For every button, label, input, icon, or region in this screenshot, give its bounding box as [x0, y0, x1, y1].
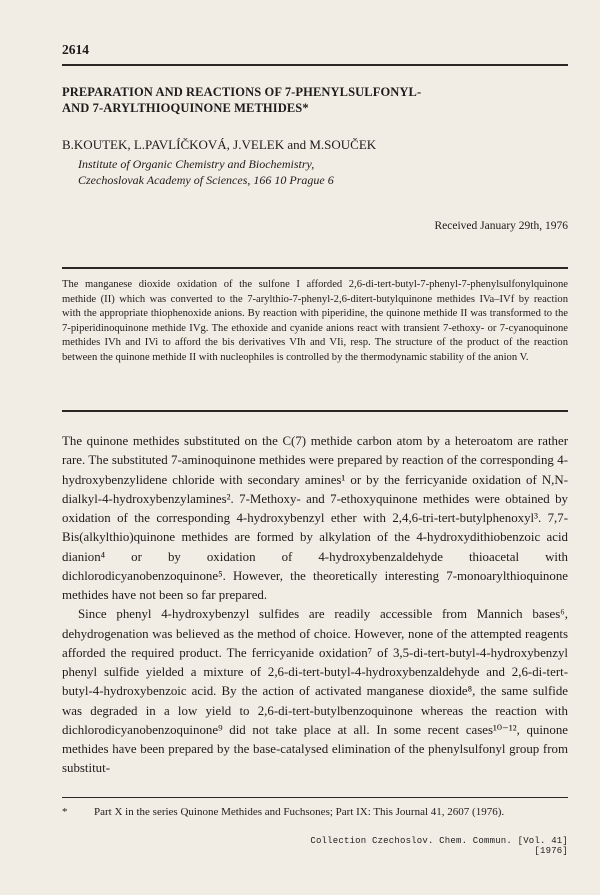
footnote-rule [62, 797, 568, 798]
footnote-text: Part X in the series Quinone Methides and Fuchsones; Part IX: This Journal 41, 2607 (1976). [94, 806, 505, 818]
body-paragraph: Since phenyl 4-hydroxybenzyl sulfides are readily accessible from Mannich bases⁶, dehydrogenation was believed as the method of choice. However, none of the attempted reagents afforded the required product. The ferricyanide oxidation⁷ of 3,5-di-tert-butyl-4-hydroxybenzyl phenyl sulfide yielded a mixture of 2,6-di-tert-butyl-4-hydroxybenzaldehyde and 2,6-di-tert-butyl-4-hydroxybenzoic acid. By the action of activated manganese dioxide⁸, the same sulfide was degraded in a low yield to 2,6-di-tert-butylbenzoquinone whereas the reaction with dichlorodicyanobenzoquinone⁹ did not take place at all. In some recent cases¹⁰⁻¹², quinone methides have been prepared by the base-catalysed elimination of the phenylsulfonyl group from substitut- [62, 607, 568, 776]
title-line: PREPARATION AND REACTIONS OF 7-PHENYLSULFONYL- [62, 85, 422, 99]
abstract-bottom-rule [62, 410, 568, 412]
affiliation-line: Czechoslovak Academy of Sciences, 166 10 Prague 6 [78, 173, 334, 187]
body-paragraph: The quinone methides substituted on the C(7) methide carbon atom by a heteroatom are rather rare. The substituted 7-aminoquinone methides were prepared by reaction of the corresponding 4-hydroxybenzylidene chloride with secondary amines¹ or by the ferricyanide oxidation of N,N-dialkyl-4-hydroxybenzylamines². 7-Methoxy- and 7-ethoxyquinone methides were obtained by oxidation of the corresponding 4-hydroxybenzyl ether with 2,4,6-tri-tert-butylphenoxyl³. 7,7-Bis(alkylthio)quinone methides are formed by alkylation of the 4-hydroxydithiobenzoic acid dianion⁴ or by oxidation of 4-hydroxybenzaldehyde thioacetal with dichlorodicyanobenzoquinone⁵. However, the theoretically interesting 7-monoarylthioquinone methides have not been so far prepared. [62, 434, 568, 602]
title-line: AND 7-ARYLTHIOQUINONE METHIDES* [62, 101, 309, 115]
footnote [62, 806, 568, 818]
affiliation-line: Institute of Organic Chemistry and Biochemistry, [78, 157, 315, 171]
abstract: The manganese dioxide oxidation of the sulfone I afforded 2,6-di-tert-butyl-7-phenyl-7-phenylsulfonylquinone methide (II) which was converted to the 7-arylthio-7-phenyl-2,6-ditert-butylquinone methides IVa–IVf by reaction with the appropriate thiophenoxide anions. By reaction with piperidine, the quinone methide II was transformed to the 7-piperidinoquinone methide IVg. The ethoxide and cyanide anions react with transient 7-ethoxy- or 7-cyanoquinone methides IVh and IVi to afford the bis derivatives VIh and VIi, resp. The structure of the product of the reaction between the quinone methide II with nucleophiles is controlled by the thermodynamic stability of the anion V. [62, 279, 568, 363]
affiliation [78, 156, 334, 188]
journal-citation: Collection Czechoslov. Chem. Commun. [Vol. 41] [1976] [310, 836, 568, 856]
footnote-mark: * [62, 806, 68, 818]
page-number: 2614 [62, 42, 89, 57]
header-rule [62, 64, 568, 66]
abstract-top-rule [62, 267, 568, 269]
article-title [62, 84, 542, 116]
body-text [62, 432, 568, 779]
received-date: Received January 29th, 1976 [434, 220, 568, 232]
authors: B.KOUTEK, L.PAVLÍČKOVÁ, J.VELEK and M.SOUČEK [62, 137, 377, 152]
